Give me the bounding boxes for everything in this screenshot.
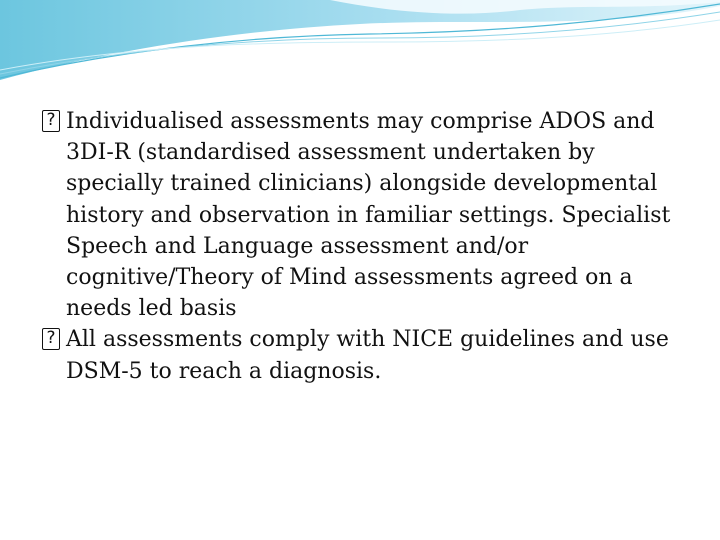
missing-glyph-box-icon: ? (42, 328, 60, 350)
bullet-text-2: All assessments comply with NICE guidelines and use DSM-5 to reach a diagnosis. (66, 327, 669, 384)
header-wave-decoration (0, 0, 720, 90)
bullet-item-1 (42, 106, 682, 324)
body-text (42, 106, 682, 387)
bullet-item-2 (42, 324, 682, 386)
bullet-text-1: Individualised assessments may comprise ADOS and 3DI-R (standardised assessment undertaken by specially trained clinicians) alongside developmental history and observation in familiar settings. Specialist Speech and Language assessment and/or cognitive/Theory of Mind assessments agreed on a needs led basis (66, 109, 671, 322)
missing-glyph-box-icon: ? (42, 110, 60, 132)
wave-fill (0, 0, 720, 80)
